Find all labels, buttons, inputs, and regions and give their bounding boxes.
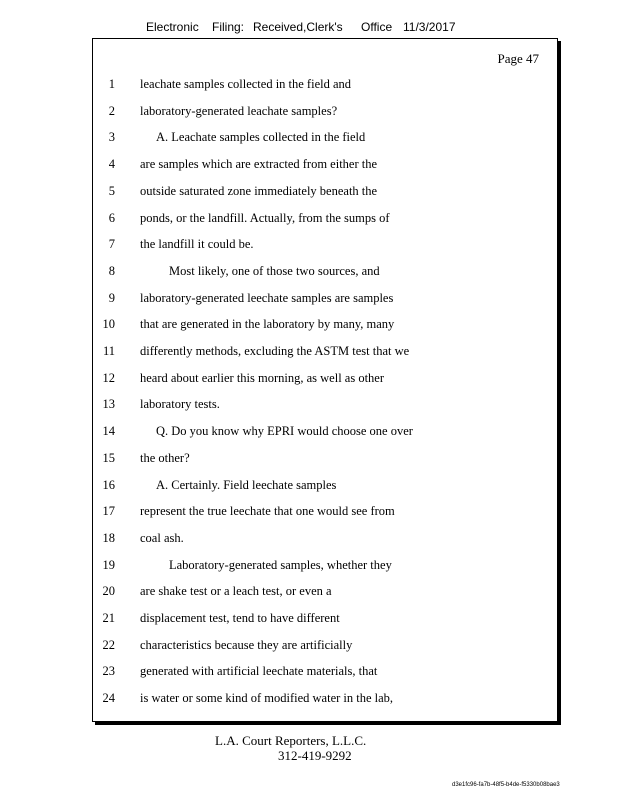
line-number: 22 xyxy=(102,637,115,652)
transcript-line xyxy=(93,130,553,148)
transcript-line xyxy=(93,531,553,549)
line-text: the other? xyxy=(140,450,190,465)
transcript-line xyxy=(93,157,553,175)
line-text: Laboratory-generated samples, whether they xyxy=(169,557,392,572)
transcript-line xyxy=(93,558,553,576)
line-text: Q. Do you know why EPRI would choose one over xyxy=(156,424,413,439)
line-number: 1 xyxy=(108,77,115,91)
line-text: ponds, or the landfill. Actually, from the sumps of xyxy=(140,210,390,225)
filing-stamp-filing: Filing: xyxy=(212,20,245,34)
line-text: differently methods, excluding the ASTM test that we xyxy=(140,344,410,358)
line-number: 14 xyxy=(102,424,115,439)
line-text: A. Certainly. Field leechate samples xyxy=(156,477,337,492)
transcript-line xyxy=(93,344,553,362)
filing-stamp-date: 11/3/2017 xyxy=(403,20,456,34)
line-text: are samples which are extracted from either the xyxy=(140,157,378,172)
transcript-line xyxy=(93,504,553,522)
line-number: 6 xyxy=(108,210,115,225)
transcript-line xyxy=(93,371,553,389)
transcript-line xyxy=(93,397,553,415)
transcript-line xyxy=(93,264,553,282)
line-text: laboratory-generated leachate samples? xyxy=(140,103,338,118)
line-number: 11 xyxy=(102,344,115,358)
line-number: 23 xyxy=(102,664,115,679)
transcript-line xyxy=(93,691,553,709)
transcript-line xyxy=(93,104,553,122)
transcript-line xyxy=(93,584,553,602)
transcript-line xyxy=(93,638,553,656)
transcript-line xyxy=(93,451,553,469)
line-text: the landfill it could be. xyxy=(140,237,254,252)
transcript-line xyxy=(93,317,553,335)
line-text: characteristics because they are artificially xyxy=(140,637,353,652)
line-text: displacement test, tend to have different xyxy=(140,611,340,625)
transcript-line xyxy=(93,664,553,682)
transcript-line xyxy=(93,478,553,496)
line-number: 12 xyxy=(102,370,115,385)
line-number: 24 xyxy=(102,691,115,706)
line-number: 9 xyxy=(108,290,115,305)
line-text: outside saturated zone immediately beneath the xyxy=(140,183,378,198)
transcript-line xyxy=(93,77,553,95)
line-number: 20 xyxy=(102,584,115,599)
line-number: 7 xyxy=(108,237,115,252)
line-number: 4 xyxy=(108,157,115,172)
line-number: 18 xyxy=(102,530,115,545)
line-number: 19 xyxy=(102,557,115,572)
document-id: d3e1fc96-fa7b-48f5-b4de-f5330b08bae3 xyxy=(452,782,560,788)
transcript-line xyxy=(93,211,553,229)
line-text: is water or some kind of modified water in the lab, xyxy=(140,691,394,706)
line-number: 5 xyxy=(108,183,115,198)
transcript-line xyxy=(93,424,553,442)
transcript-line xyxy=(93,184,553,202)
line-number: 16 xyxy=(102,477,115,492)
filing-stamp-electronic: Electronic xyxy=(146,20,199,34)
line-text: heard about earlier this morning, as well as other xyxy=(140,370,385,385)
reporter-company: L.A. Court Reporters, L.L.C. xyxy=(215,733,367,748)
line-text: generated with artificial leechate materials, that xyxy=(140,664,378,679)
line-number: 13 xyxy=(102,397,115,412)
line-text: leachate samples collected in the field and xyxy=(140,77,352,91)
transcript-line xyxy=(93,237,553,255)
line-text: Most likely, one of those two sources, and xyxy=(169,263,380,278)
line-number: 10 xyxy=(102,317,115,332)
line-text: that are generated in the laboratory by many, many xyxy=(140,317,395,332)
transcript-line xyxy=(93,291,553,309)
transcript-page xyxy=(92,38,558,722)
filing-stamp xyxy=(0,20,618,36)
line-number: 21 xyxy=(102,611,115,625)
line-text: laboratory-generated leechate samples are samples xyxy=(140,290,394,305)
line-text: represent the true leechate that one would see from xyxy=(140,504,395,519)
line-number: 15 xyxy=(102,450,115,465)
filing-stamp-office: Office xyxy=(361,20,393,34)
line-text: are shake test or a leach test, or even a xyxy=(140,584,332,599)
transcript-line xyxy=(93,611,553,629)
page-number: Page 47 xyxy=(497,51,539,66)
line-text: coal ash. xyxy=(140,530,184,545)
filing-stamp-received: Received,Clerk's xyxy=(253,20,343,34)
line-text: A. Leachate samples collected in the field xyxy=(156,130,366,145)
line-number: 2 xyxy=(108,103,115,118)
line-number: 17 xyxy=(102,504,115,519)
line-text: laboratory tests. xyxy=(140,397,220,412)
line-number: 3 xyxy=(108,130,115,145)
line-number: 8 xyxy=(108,263,115,278)
reporter-phone: 312-419-9292 xyxy=(278,748,352,763)
